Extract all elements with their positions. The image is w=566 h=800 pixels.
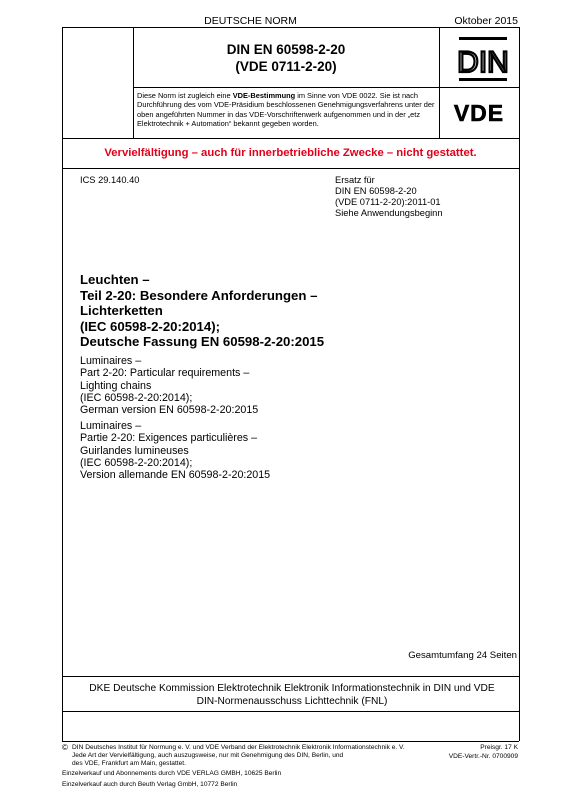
title-german: Leuchten – Teil 2-20: Besondere Anforderungen – Lichterketten (IEC 60598-2-20:2014); Deutsche Fassung EN 60598-2-20:2015	[80, 272, 325, 349]
total-pages: Gesamtumfang 24 Seiten	[408, 650, 517, 661]
vde-number: (VDE 0711-2-20)	[235, 59, 337, 74]
committee-bottom-line	[62, 711, 519, 712]
replacement-info: Ersatz für DIN EN 60598-2-20 (VDE 0711-2-20):2011-01 Siehe Anwendungsbeginn	[335, 175, 443, 218]
document-title	[133, 31, 439, 88]
document-number: DIN EN 60598-2-20	[226, 42, 346, 57]
vde-note-emphasis: VDE-Bestimmung	[232, 91, 296, 100]
copyright-symbol: ©	[62, 743, 68, 752]
header-bottom-line	[62, 138, 519, 139]
order-number: VDE-Vertr.-Nr. 0700909	[448, 753, 518, 760]
warning-bottom-line	[62, 168, 519, 169]
copyright-notice: DIN Deutsches Institut für Normung e. V. und VDE Verband der Elektrotechnik Elektronik Informationstechnik e. V. Jede Art der Vervielfältigung, auch auszugsweise, nur mit Genehmigung des DIN, Berlin, und des VDE, Frankfurt am Main, gestattet.	[72, 744, 405, 768]
title-english: Luminaires – Part 2-20: Particular requirements – Lighting chains (IEC 60598-2-20:2014); German version EN 60598-2-20:2015	[80, 355, 259, 417]
title-french: Luminaires – Partie 2-20: Exigences particulières – Guirlandes lumineuses (IEC 60598-2-20:2014); Version allemande EN 60598-2-20:2015	[80, 420, 271, 482]
sales-info-beuth: Einzelverkauf auch durch Beuth Verlag GmbH, 10772 Berlin	[62, 781, 238, 788]
committee-top-line	[62, 676, 519, 677]
committee-info: DKE Deutsche Kommission Elektrotechnik Elektronik Informationstechnik in DIN und VDE DIN-Normenausschuss Lichttechnik (FNL)	[89, 683, 495, 707]
ics-code: ICS 29.140.40	[80, 175, 140, 185]
din-logo-text: DIN	[457, 46, 509, 79]
norm-type: DEUTSCHE NORM	[204, 15, 297, 27]
frame-bottom-line	[62, 741, 519, 742]
sales-info-vde: Einzelverkauf und Abonnements durch VDE VERLAG GMBH, 10625 Berlin	[62, 770, 282, 777]
frame-left-line	[62, 27, 63, 741]
din-logo-graphic	[452, 36, 514, 82]
vde-logo: VDE	[453, 100, 505, 126]
frame-top-line	[62, 27, 519, 28]
title-right-divider	[439, 27, 440, 138]
din-logo	[452, 36, 514, 82]
vde-note: Diese Norm ist zugleich eine VDE-Bestimmung im Sinne von VDE 0022. Sie ist nach Durchführung des vom VDE-Präsidium beschlossenen Genehmigungsverfahrens unter der oben angeführten Nummer in das VDE-Vorschriftenwerk aufgenommen und in der „etz Elektrotechnik + Automation“ bekannt gegeben worden.	[137, 91, 435, 129]
price-group: Preisgr. 17 K	[480, 744, 518, 751]
copy-warning: Vervielfältigung – auch für innerbetriebliche Zwecke – nicht gestattet.	[104, 147, 477, 159]
frame-right-line	[519, 27, 520, 741]
publication-date: Oktober 2015	[454, 15, 518, 27]
